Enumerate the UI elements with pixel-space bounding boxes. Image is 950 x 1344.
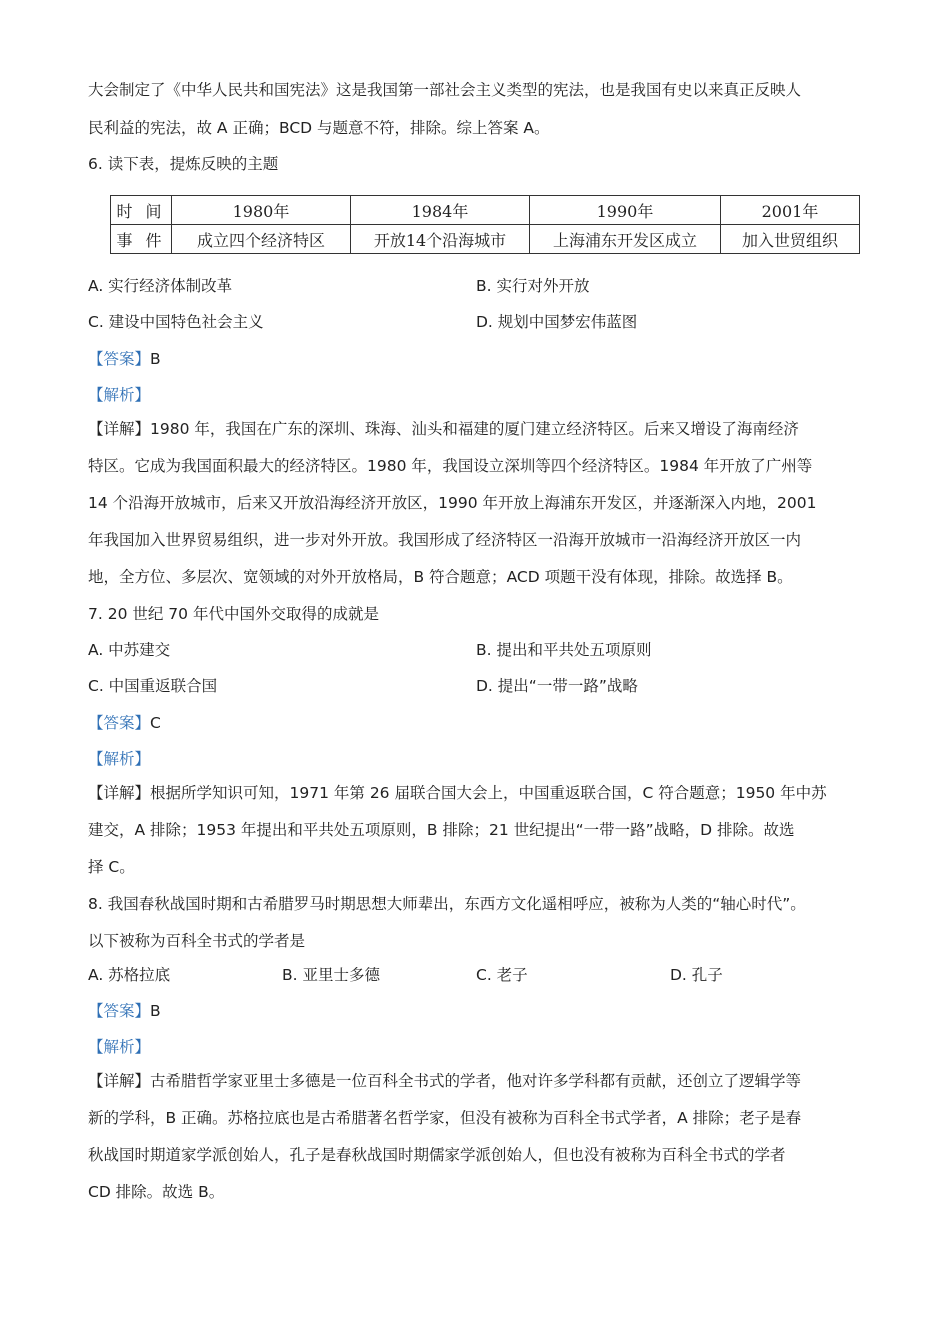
q7-answer: C xyxy=(150,714,161,732)
q8-detail-text: 古希腊哲学家亚里士多德是一位百科全书式的学者，他对许多学科都有贡献，还创立了逻辑学等 xyxy=(150,1072,802,1090)
q6-table-time-label: 时 间 xyxy=(111,196,172,225)
q7-detail-text: 根据所学知识可知，1971 年第 26 届联合国大会上，中国重返联合国，C 符合题意；1950 年中苏 xyxy=(150,784,827,802)
q8-analysis-tag: 【解析】 xyxy=(88,1038,151,1056)
q7-detail-tag: 【详解】 xyxy=(88,784,151,802)
q7-option-b: B. 提出和平共处五项原则 xyxy=(476,641,652,659)
q8-stem-line-2: 以下被称为百科全书式的学者是 xyxy=(88,932,306,950)
q6-option-c: C. 建设中国特色社会主义 xyxy=(88,313,264,331)
q6-detail-text: 1980 年，我国在广东的深圳、珠海、汕头和福建的厦门建立经济特区。后来又增设了海南经济 xyxy=(150,420,799,438)
q6-detail-line-3: 14 个沿海开放城市，后来又开放沿海经济开放区，1990 年开放上海浦东开发区，并逐渐深入内地，2001 xyxy=(88,494,817,512)
q7-option-d: D. 提出“一带一路”战略 xyxy=(476,677,638,695)
q6-table-event: 成立四个经济特区 xyxy=(172,225,351,254)
q6-option-a: A. 实行经济体制改革 xyxy=(88,277,233,295)
q6-option-b: B. 实行对外开放 xyxy=(476,277,590,295)
q6-table-event: 开放14个沿海城市 xyxy=(351,225,530,254)
q7-answer-tag: 【答案】 xyxy=(88,714,151,732)
q6-detail-line-5: 地，全方位、多层次、宽领域的对外开放格局，B 符合题意；ACD 项题干没有体现，排除。故选择 B。 xyxy=(88,568,793,586)
q6-detail-line-2: 特区。它成为我国面积最大的经济特区。1980 年，我国设立深圳等四个经济特区。1984 年开放了广州等 xyxy=(88,457,813,475)
q6-table-year: 1980年 xyxy=(172,196,351,225)
q6-detail-line-1 xyxy=(88,418,868,440)
q5-explanation-line-1: 大会制定了《中华人民共和国宪法》这是我国第一部社会主义类型的宪法，也是我国有史以来真正反映人 xyxy=(88,81,802,99)
q6-table-event: 加入世贸组织 xyxy=(721,225,860,254)
q8-option-c: C. 老子 xyxy=(476,966,528,984)
q6-table-year: 1984年 xyxy=(351,196,530,225)
q6-answer: B xyxy=(150,350,161,368)
q8-detail-line-3: 秋战国时期道家学派创始人，孔子是春秋战国时期儒家学派创始人，但也没有被称为百科全书式的学者 xyxy=(88,1146,786,1164)
q6-option-d: D. 规划中国梦宏伟蓝图 xyxy=(476,313,638,331)
q8-option-b: B. 亚里士多德 xyxy=(282,966,380,984)
q6-detail-line-4: 年我国加入世界贸易组织，进一步对外开放。我国形成了经济特区一沿海开放城市一沿海经济开放区一内 xyxy=(88,531,802,549)
q6-detail-tag: 【详解】 xyxy=(88,420,151,438)
q7-detail-line-2: 建交，A 排除；1953 年提出和平共处五项原则，B 排除；21 世纪提出“一带一路”战略，D 排除。故选 xyxy=(88,821,795,839)
q7-analysis-line xyxy=(88,748,868,770)
q7-option-c: C. 中国重返联合国 xyxy=(88,677,218,695)
q8-detail-tag: 【详解】 xyxy=(88,1072,151,1090)
q6-answer-line xyxy=(88,348,868,370)
q6-answer-tag: 【答案】 xyxy=(88,350,151,368)
q6-table-event-label: 事 件 xyxy=(111,225,172,254)
q7-stem: 7. 20 世纪 70 年代中国外交取得的成就是 xyxy=(88,605,379,623)
q6-table-year: 2001年 xyxy=(721,196,860,225)
q8-analysis-line xyxy=(88,1036,868,1058)
q7-detail-line-3: 择 C。 xyxy=(88,858,135,876)
q6-table xyxy=(110,195,860,254)
q8-option-a: A. 苏格拉底 xyxy=(88,966,171,984)
q8-detail-line-1 xyxy=(88,1070,868,1092)
q6-table-event: 上海浦东开发区成立 xyxy=(530,225,721,254)
q6-table-row-event xyxy=(111,225,860,254)
q6-analysis-tag: 【解析】 xyxy=(88,386,151,404)
q8-detail-line-2: 新的学科，B 正确。苏格拉底也是古希腊著名哲学家，但没有被称为百科全书式学者，A 排除；老子是春 xyxy=(88,1109,802,1127)
q6-table-row-time xyxy=(111,196,860,225)
q8-answer: B xyxy=(150,1002,161,1020)
q6-table-year: 1990年 xyxy=(530,196,721,225)
q5-explanation-line-2: 民利益的宪法，故 A 正确；BCD 与题意不符，排除。综上答案 A。 xyxy=(88,119,550,137)
q7-option-a: A. 中苏建交 xyxy=(88,641,171,659)
q6-stem: 6. 读下表，提炼反映的主题 xyxy=(88,155,279,173)
q7-detail-line-1 xyxy=(88,782,868,804)
q7-answer-line xyxy=(88,712,868,734)
q7-analysis-tag: 【解析】 xyxy=(88,750,151,768)
q6-analysis-line xyxy=(88,384,868,406)
q8-detail-line-4: CD 排除。故选 B。 xyxy=(88,1183,225,1201)
q8-option-d: D. 孔子 xyxy=(670,966,723,984)
q8-stem-line-1: 8. 我国春秋战国时期和古希腊罗马时期思想大师辈出，东西方文化遥相呼应，被称为人类的“轴心时代”。 xyxy=(88,895,806,913)
q8-answer-line xyxy=(88,1000,868,1022)
q8-answer-tag: 【答案】 xyxy=(88,1002,151,1020)
